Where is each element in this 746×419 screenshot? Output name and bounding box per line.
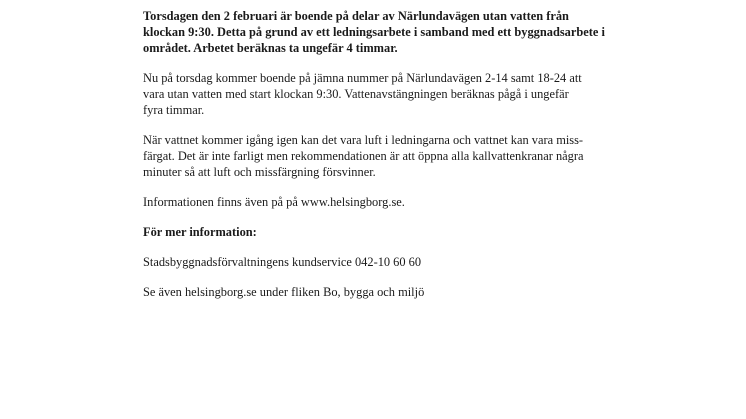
paragraph-line: Nu på torsdag kommer boende på jämna nummer på Närlundavägen 2-14 samt 18-24 att (143, 71, 582, 85)
lead-line: klockan 9:30. Detta på grund av ett ledningsarbete i samband med ett byggnadsarbete i (143, 25, 605, 39)
paragraph-line: minuter så att luft och missfärgning försvinner. (143, 165, 376, 179)
contact-line: Stadsbyggnadsförvaltningens kundservice 042-10 60 60 (143, 255, 422, 269)
see-also-line: Se även helsingborg.se under fliken Bo, bygga och miljö (143, 285, 425, 299)
more-info-heading: För mer information: (143, 225, 257, 239)
paragraph-line: När vattnet kommer igång igen kan det vara luft i ledningarna och vattnet kan vara miss- (143, 133, 584, 147)
lead-line: Torsdagen den 2 februari är boende på delar av Närlundavägen utan vatten från (143, 9, 569, 23)
lead-paragraph (143, 8, 613, 56)
lead-line: området. Arbetet beräknas ta ungefär 4 timmar. (143, 41, 398, 55)
paragraph-line: fyra timmar. (143, 103, 205, 117)
paragraph-info-website: Informationen finns även på på www.helsingborg.se. (143, 195, 405, 209)
press-release-body (143, 8, 613, 314)
paragraph-line: vara utan vatten med start klockan 9:30. Vattenavstängningen beräknas pågå i ungefär (143, 87, 569, 101)
paragraph-line: färgat. Det är inte farligt men rekommendationen är att öppna alla kallvattenkranar några (143, 149, 584, 163)
paragraph-affected-addresses (143, 70, 613, 118)
paragraph-air-in-pipes (143, 132, 613, 180)
